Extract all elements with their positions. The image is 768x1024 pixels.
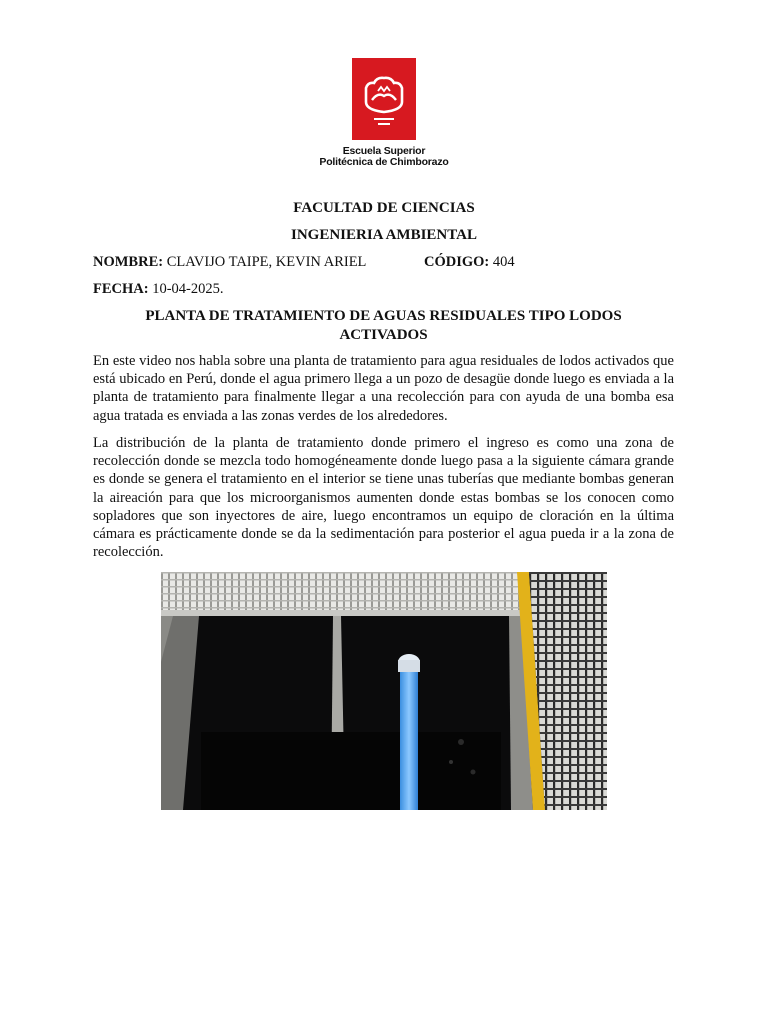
logo-emblem	[352, 58, 416, 140]
logo-emblem-icon	[352, 58, 416, 140]
document-title-line2: ACTIVADOS	[339, 327, 428, 343]
name-label: NOMBRE:	[93, 254, 164, 270]
treatment-tank-photo	[161, 572, 607, 810]
faculty-heading: FACULTAD DE CIENCIAS	[293, 200, 475, 216]
treatment-tank-image	[161, 572, 607, 810]
name-value: CLAVIJO TAIPE, KEVIN ARIEL	[166, 254, 367, 270]
name-field	[93, 254, 366, 271]
logo-name-line1: Escuela Superior	[342, 145, 426, 157]
document-title	[93, 307, 674, 345]
logo-name-line2: Politécnica de Chimborazo	[319, 156, 449, 168]
paragraph-1: En este video nos habla sobre una planta de tratamiento para agua residuales de lodos activados que está ubicado en Perú, donde el agua primero llega a un pozo de desagüe donde luego es enviada a la planta de tratamiento para finalmente llegar a una recolección para con ayuda de una bomba esa agua tratada es enviada a las zonas verdes de los alrededores.	[93, 353, 674, 424]
date-label: FECHA:	[93, 281, 149, 297]
document-title-line1: PLANTA DE TRATAMIENTO DE AGUAS RESIDUALES TIPO LODOS	[145, 308, 622, 324]
date-field	[93, 281, 224, 298]
institution-logo	[0, 58, 768, 168]
date-value: 10-04-2025.	[152, 281, 224, 297]
code-value: 404	[492, 254, 515, 270]
code-label: CÓDIGO:	[424, 254, 490, 270]
program-heading: INGENIERIA AMBIENTAL	[290, 227, 477, 243]
code-field	[424, 254, 515, 271]
paragraph-2: La distribución de la planta de tratamiento donde primero el ingreso es como una zona de recolección donde se mezcla todo homogéneamente donde luego pasa a la siguiente cámara grande es donde se genera el tratamiento en el interior se tiene unas tuberías que mediante bombas generan la aireación para que los microorganismos aumenten donde estas bombas se los conocen como sopladores que son inyectores de aire, luego encontramos un equipo de cloración en la última cámara es prácticamente donde se da la sedimentación para posterior el agua pueda ir a la zona de recolección.	[93, 435, 674, 561]
